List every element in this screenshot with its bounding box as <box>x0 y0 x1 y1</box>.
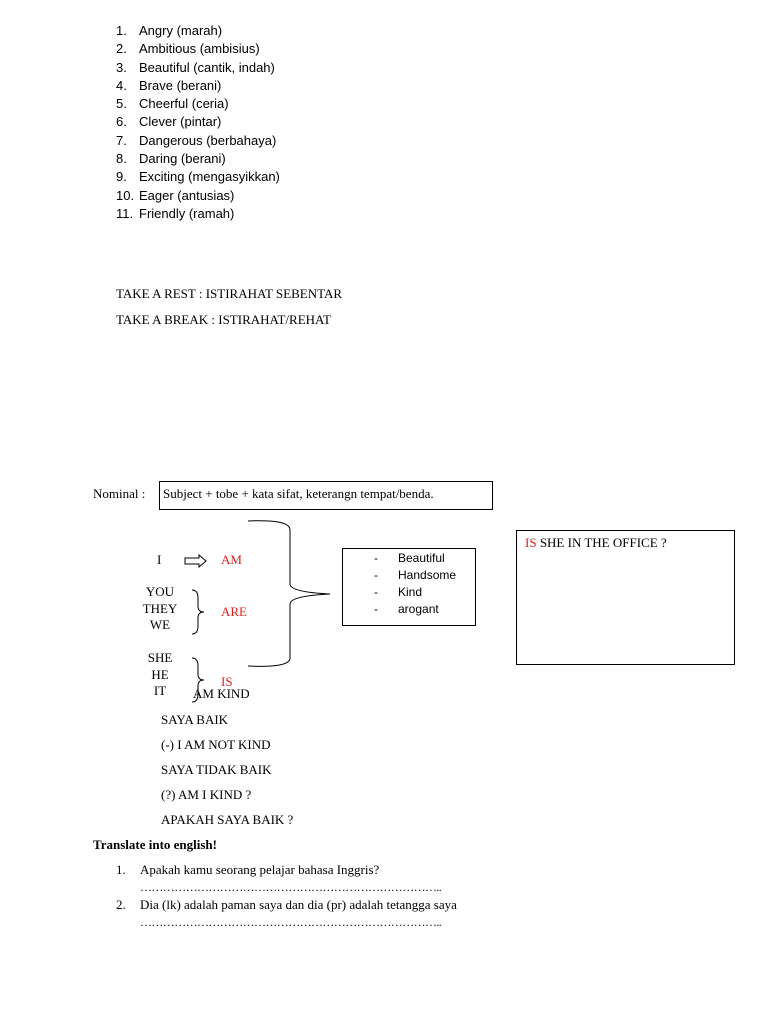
list-item: 5. Cheerful (ceria) <box>116 96 229 112</box>
tobe-are: ARE <box>221 604 247 619</box>
translate-item-2-number: 2. <box>116 897 126 912</box>
example-saya-baik: SAYA BAIK <box>161 712 229 727</box>
brace-small-icon <box>190 588 206 636</box>
example-am-kind: AM KIND <box>193 686 250 699</box>
question-box <box>516 530 735 665</box>
translate-item-2-text: Dia (lk) adalah paman saya dan dia (pr) adalah tetangga saya <box>140 897 457 912</box>
vocabulary-list <box>116 22 280 223</box>
list-item: 2. Ambitious (ambisius) <box>116 41 260 57</box>
arrow-right-icon <box>184 554 208 568</box>
formula-text: Subject + tobe + kata sifat, keterangn tempat/benda. <box>163 486 434 501</box>
pronoun-it: IT <box>153 683 167 698</box>
pronoun-he: HE <box>151 666 169 682</box>
pronoun-you: YOU <box>145 584 175 599</box>
list-item: 3. Beautiful (cantik, indah) <box>116 59 275 75</box>
translate-item-1-number: 1. <box>116 862 126 877</box>
example-saya-tidak-baik: SAYA TIDAK BAIK <box>161 762 272 777</box>
pronoun-we: WE <box>149 617 171 632</box>
example-question: (?) AM I KIND ? <box>161 787 252 802</box>
pronoun-they: THEY <box>142 600 178 616</box>
list-item: - arogant <box>374 602 439 616</box>
answer-line-1: …………………………………………………………………….. <box>140 880 442 894</box>
answer-line-2: …………………………………………………………………….. <box>140 915 442 929</box>
list-item: 7. Dangerous (berbahaya) <box>116 132 277 148</box>
example-apakah: APAKAH SAYA BAIK ? <box>161 812 294 827</box>
pronoun-group-plural <box>135 584 185 634</box>
tobe-am: AM <box>221 552 242 567</box>
pronoun-i: I <box>157 552 162 567</box>
question-rest: SHE IN THE OFFICE ? <box>536 535 667 550</box>
adjectives-list <box>374 550 456 618</box>
translate-heading: Translate into english! <box>93 837 217 852</box>
list-item: - Kind <box>374 585 423 599</box>
pronoun-group-singular <box>136 650 184 700</box>
question-text <box>525 535 667 551</box>
list-item: 8. Daring (berani) <box>116 151 226 167</box>
list-item: 10. Eager (antusias) <box>116 187 235 203</box>
brace-large-icon <box>246 518 336 670</box>
nominal-label: Nominal : <box>93 486 146 501</box>
list-item: 6. Clever (pintar) <box>116 114 222 130</box>
translate-item-1-text: Apakah kamu seorang pelajar bahasa Inggris? <box>140 862 380 877</box>
list-item: 11. Friendly (ramah) <box>116 205 235 221</box>
example-negative: (-) I AM NOT KIND <box>161 737 271 752</box>
phrase-take-a-break: TAKE A BREAK : ISTIRAHAT/REHAT <box>116 312 331 327</box>
list-item: - Beautiful <box>374 551 445 565</box>
phrase-take-a-rest: TAKE A REST : ISTIRAHAT SEBENTAR <box>116 286 343 301</box>
list-item: - Handsome <box>374 568 457 582</box>
tobe-is: IS <box>221 674 233 689</box>
pronoun-she: SHE <box>147 650 173 665</box>
list-item: 1. Angry (marah) <box>116 23 223 38</box>
list-item: 4. Brave (berani) <box>116 77 222 93</box>
formula-box <box>159 481 493 510</box>
question-is: IS <box>525 535 537 550</box>
list-item: 9. Exciting (mengasyikkan) <box>116 169 280 185</box>
